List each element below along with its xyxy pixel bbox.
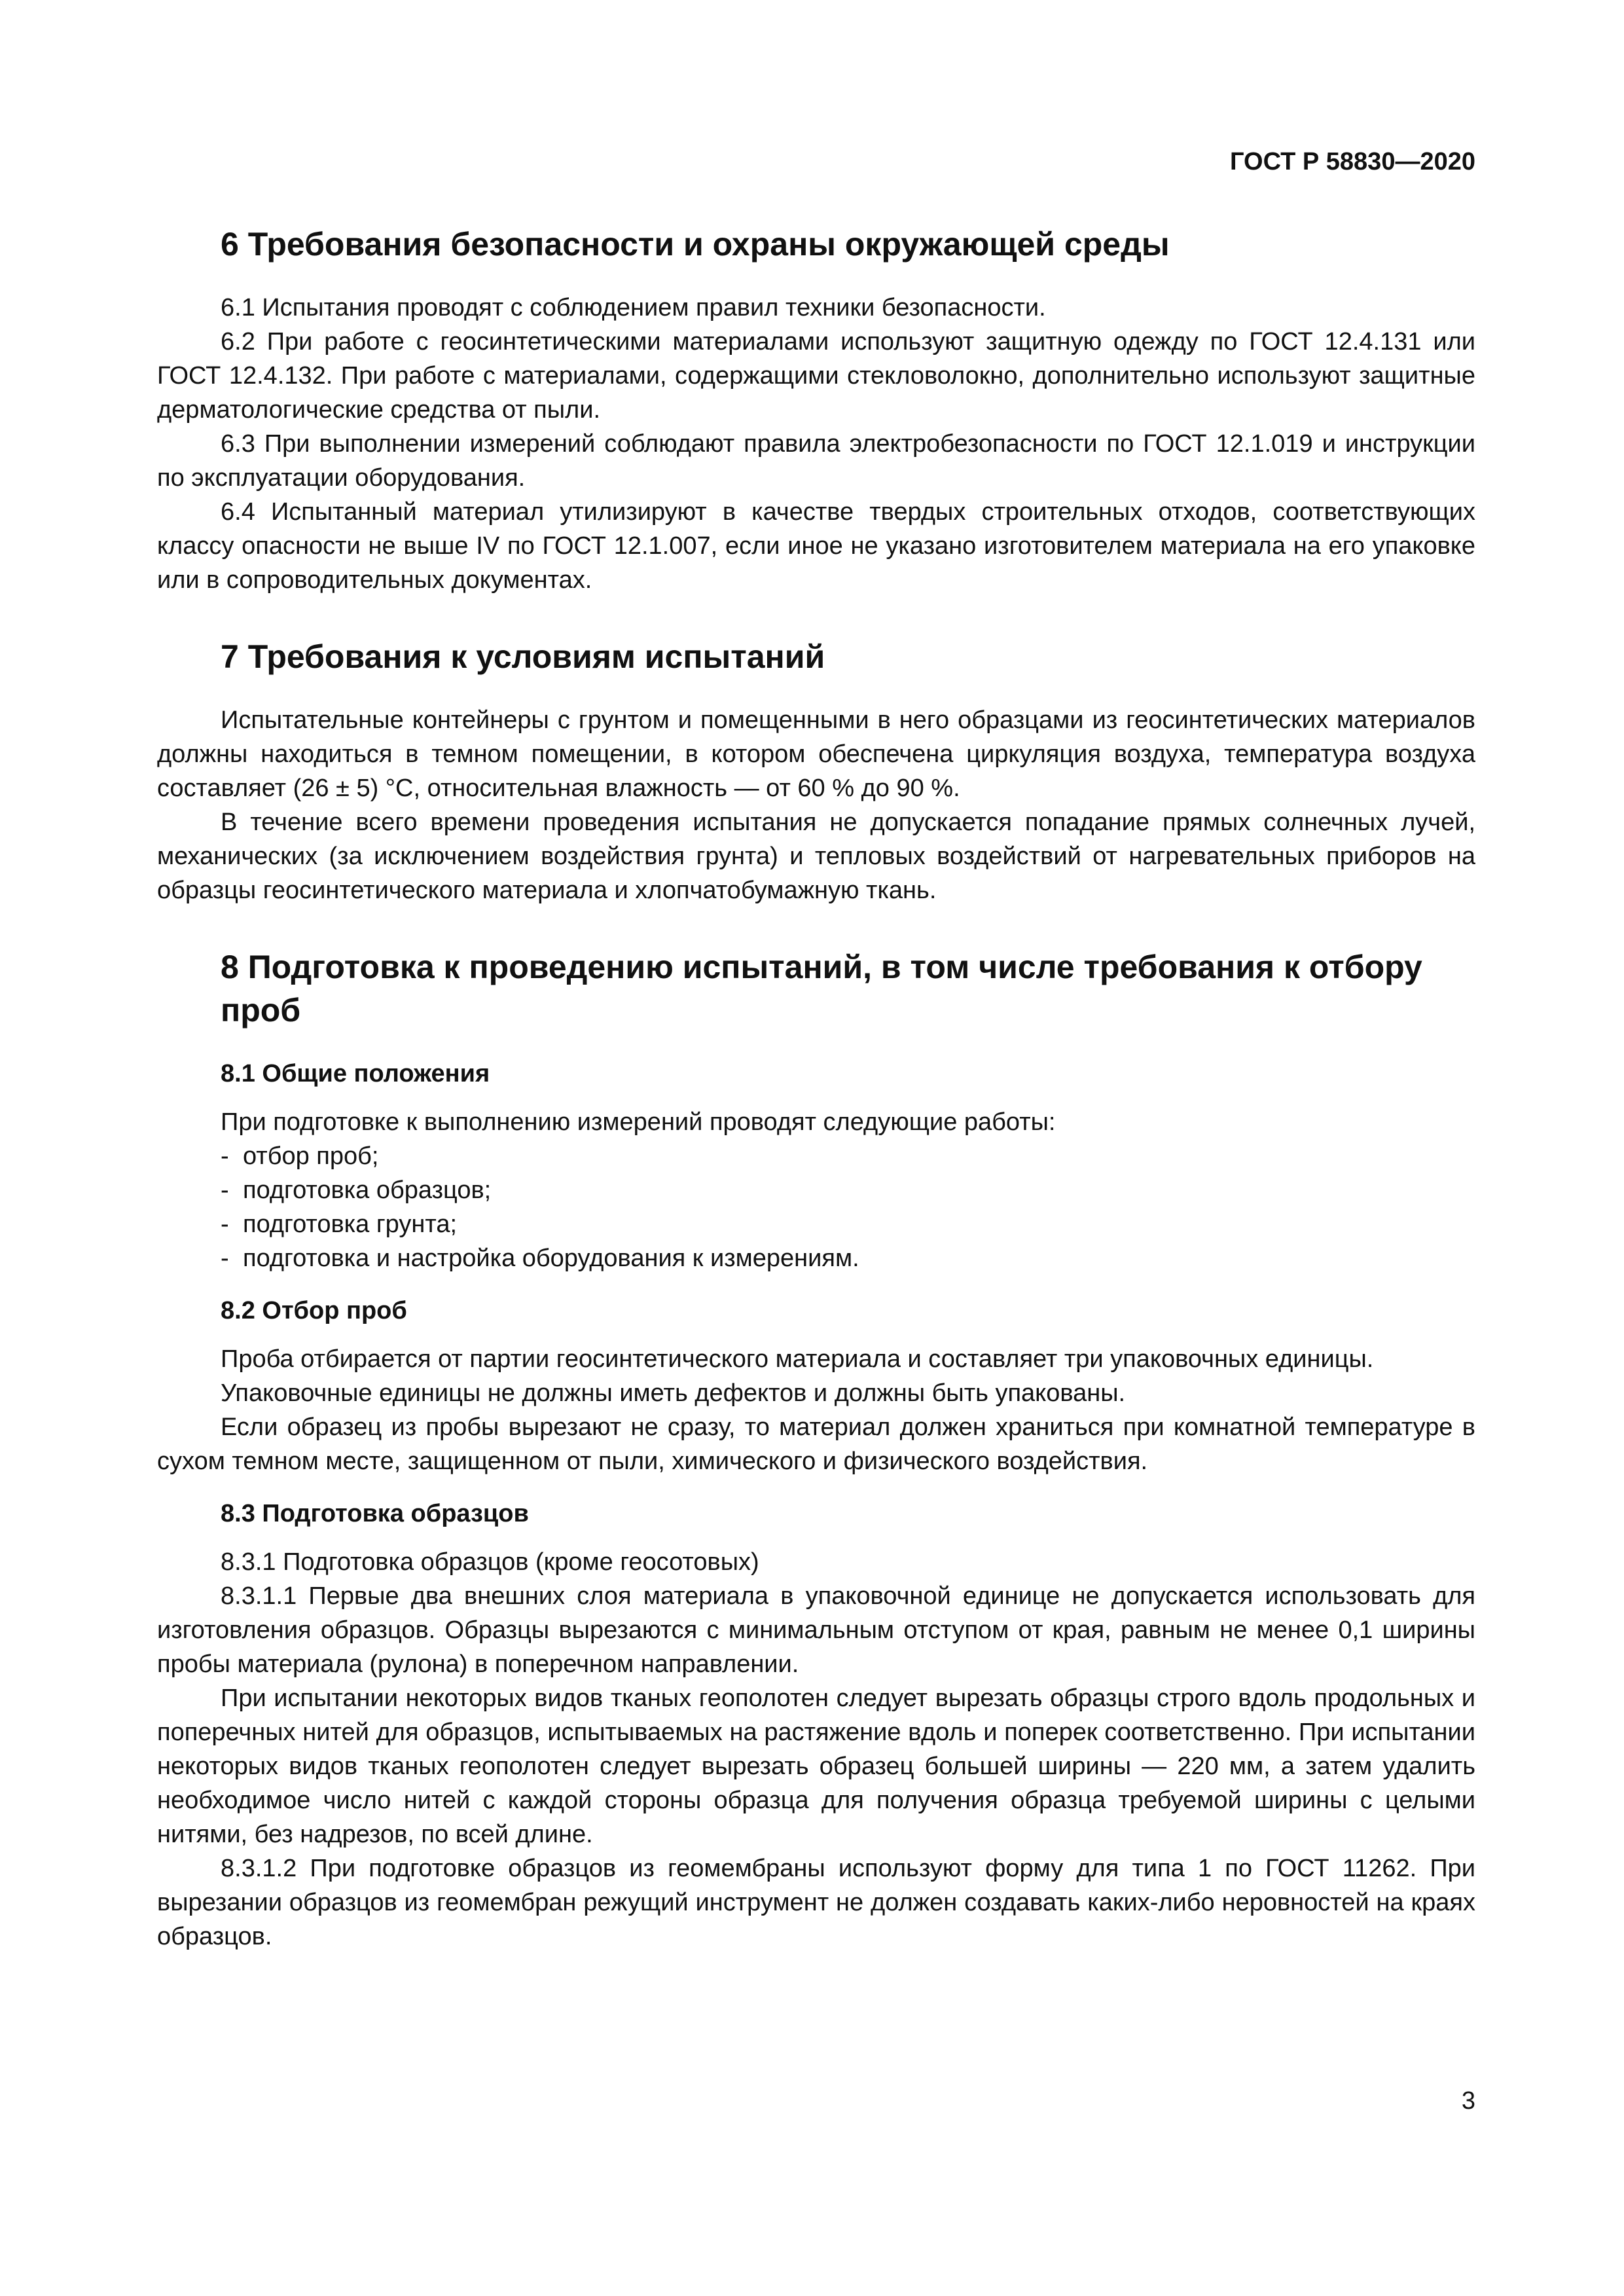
paragraph-6-3: 6.3 При выполнении измерений соблюдают правила электробезопасности по ГОСТ 12.1.019 и инструкции по эксплуатации оборудования. (157, 430, 1475, 492)
paragraph-8-1-intro: При подготовке к выполнению измерений проводят следующие работы: (221, 1108, 1056, 1136)
paragraph-8-3-1-2: 8.3.1.2 При подготовке образцов из геомембраны используют форму для типа 1 по ГОСТ 11262. При вырезании образцов из геомембран режущий инструмент не должен создавать каких-либо неровностей на краях образцов. (157, 1855, 1475, 1950)
document-id: ГОСТ Р 58830—2020 (1230, 148, 1475, 175)
document-body (157, 223, 1475, 1954)
subsection-8-3-title: 8.3 Подготовка образцов (221, 1500, 529, 1527)
section-6-title: 6 Требования безопасности и охраны окружающей среды (221, 226, 1170, 263)
section-7-title: 7 Требования к условиям испытаний (221, 638, 825, 675)
paragraph-8-3-1: 8.3.1 Подготовка образцов (кроме геосотовых) (221, 1548, 759, 1576)
paragraph-8-3-1-1: 8.3.1.1 Первые два внешних слоя материала в упаковочной единице не допускается использовать для изготовления образцов. Образцы вырезаются с минимальным отступом от края, равным не менее 0,1 ширины пробы материала (рулона) в поперечном направлении. (157, 1582, 1475, 1678)
subsection-8-2-title: 8.2 Отбор проб (221, 1297, 407, 1324)
paragraph-8-3-1-1-cont: При испытании некоторых видов тканых геополотен следует вырезать образцы строго вдоль продольных и поперечных нитей для образцов, испытываемых на растяжение вдоль и поперек соответственно. При испытании некоторых видов тканых геополотен следует вырезать образец большей ширины — 220 мм, а затем удалить необходимое число нитей с каждой стороны образца для получения образца требуемой ширины с целыми нитями, без надрезов, по всей длине. (157, 1685, 1475, 1848)
paragraph-8-2-3: Если образец из пробы вырезают не сразу, то материал должен храниться при комнатной температуре в сухом темном месте, защищенном от пыли, химического и физического воздействия. (157, 1413, 1475, 1475)
list-item: - подготовка образцов; (221, 1176, 492, 1204)
work-list (157, 1139, 1475, 1275)
paragraph-7-1: Испытательные контейнеры с грунтом и помещенными в него образцами из геосинтетических материалов должны находиться в темном помещении, в котором обеспечена циркуляция воздуха, температура воздуха составляет (26 ± 5) °С, относительная влажность — от 60 % до 90 %. (157, 706, 1475, 802)
page-number: 3 (1461, 2087, 1475, 2115)
section-8-title: 8 Подготовка к проведению испытаний, в том числе требования к отбору проб (221, 949, 1422, 1029)
paragraph-6-4: 6.4 Испытанный материал утилизируют в качестве твердых строительных отходов, соответствующих классу опасности не выше IV по ГОСТ 12.1.007, если иное не указано изготовителем материала на его упаковке или в сопроводительных документах. (157, 498, 1475, 594)
list-item: - подготовка грунта; (221, 1211, 458, 1238)
subsection-8-1-title: 8.1 Общие положения (221, 1060, 490, 1087)
paragraph-6-1: 6.1 Испытания проводят с соблюдением правил техники безопасности. (221, 294, 1046, 321)
paragraph-8-2-1: Проба отбирается от партии геосинтетического материала и составляет три упаковочных единицы. (221, 1345, 1374, 1373)
paragraph-7-2: В течение всего времени проведения испытания не допускается попадание прямых солнечных лучей, механических (за исключением воздействия грунта) и тепловых воздействий от нагревательных приборов на образцы геосинтетического материала и хлопчатобумажную ткань. (157, 809, 1475, 904)
list-item: - отбор проб; (221, 1142, 379, 1170)
paragraph-8-2-2: Упаковочные единицы не должны иметь дефектов и должны быть упакованы. (221, 1379, 1126, 1407)
list-item: - подготовка и настройка оборудования к измерениям. (221, 1245, 859, 1272)
paragraph-6-2: 6.2 При работе с геосинтетическими материалами используют защитную одежду по ГОСТ 12.4.131 или ГОСТ 12.4.132. При работе с материалами, содержащими стекловолокно, дополнительно используют защитные дерматологические средства от пыли. (157, 328, 1475, 424)
